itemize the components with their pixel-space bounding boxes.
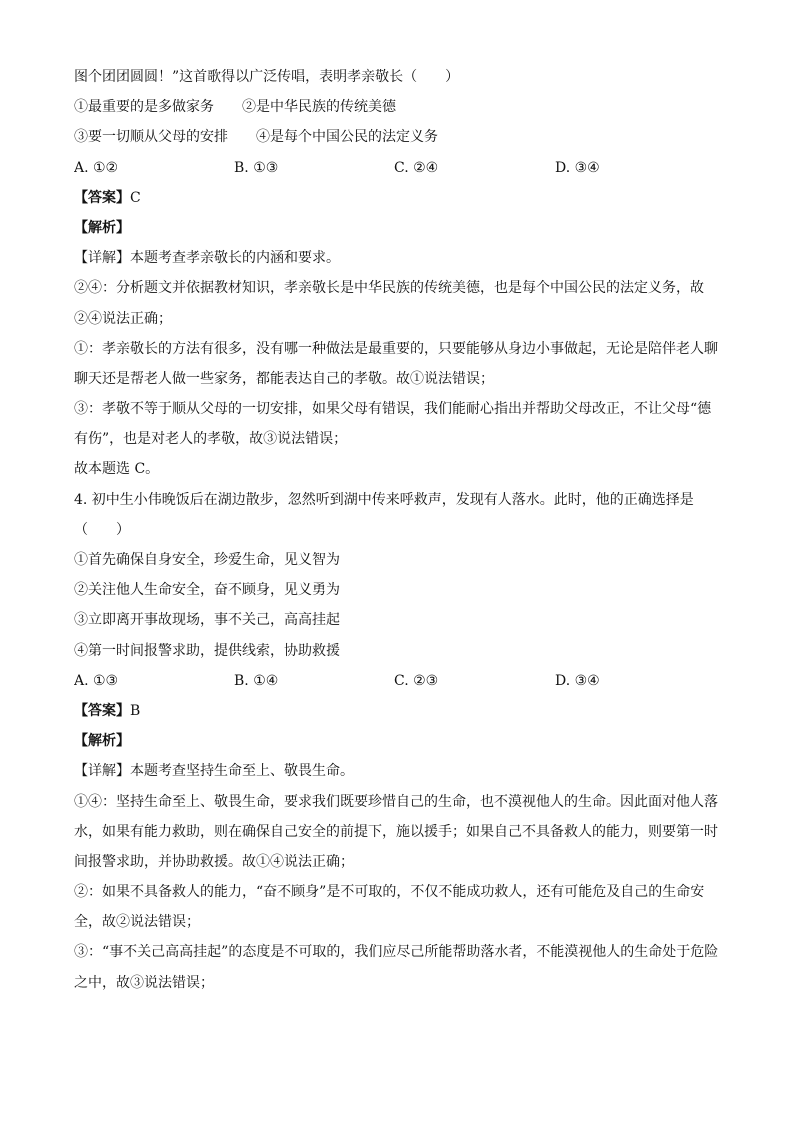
q3-explanation-line: ②④说法正确； <box>74 310 172 327</box>
q4-answer-label: 【答案】 <box>74 702 130 719</box>
q4-detail-label: 【详解】 <box>74 763 130 780</box>
q4-option-d: D. ③④ <box>555 672 600 689</box>
q3-explanation-line: ②④：分析题文并依据教材知识，孝亲敬长是中华民族的传统美德，也是每个中国公民的法定义务，故 <box>74 280 704 297</box>
q3-option-c: C. ②④ <box>394 159 439 176</box>
q4-statement-1: ①首先确保自身安全，珍爱生命，见义智为 <box>74 552 340 568</box>
q3-explanation-line: ③：孝敬不等于顺从父母的一切安排，如果父母有错误，我们能耐心指出并帮助父母改正，不让父母“德 <box>74 401 712 418</box>
q3-stem-tail: 图个团团圆圆！”这首歌得以广泛传唱，表明孝亲敬长（ ） <box>74 69 460 85</box>
q4-statement-4: ④第一时间报警求助，提供线索，协助救援 <box>74 642 340 659</box>
q4-statement-3: ③立即离开事故现场，事不关己，高高挂起 <box>74 612 340 629</box>
q3-explanation-line: ①：孝亲敬长的方法有很多，没有哪一种做法是最重要的，只要能够从身边小事做起，无论是陪伴老人聊 <box>74 340 718 357</box>
q4-detail-text: 本题考查坚持生命至上、敬畏生命。 <box>130 763 354 780</box>
q3-explanation-line: 故本题选 C。 <box>74 461 160 478</box>
q4-answer <box>74 696 724 726</box>
q4-analysis-label: 【解析】 <box>74 733 130 750</box>
q3-answer-label: 【答案】 <box>74 189 130 206</box>
q3-detail-text: 本题考查孝亲敬长的内涵和要求。 <box>130 250 340 267</box>
q4-option-c: C. ②③ <box>394 672 439 689</box>
q3-option-d: D. ③④ <box>555 159 600 176</box>
q4-option-b: B. ①④ <box>234 672 279 689</box>
q4-explanation-line: ②：如果不具备救人的能力，“奋不顾身”是不可取的，不仅不能成功救人，还有可能危及自己的生命安 <box>74 884 705 901</box>
q3-answer-value: C <box>130 189 141 206</box>
q4-option-a: A. ①③ <box>74 672 119 689</box>
q4-explanation-line: 间报警求助，并协助救援。故①④说法正确； <box>74 853 354 870</box>
q3-answer <box>74 183 724 213</box>
q3-options <box>74 153 724 183</box>
q4-explanation-line: 之中，故③说法错误； <box>74 974 214 991</box>
q3-analysis <box>74 213 724 243</box>
q3-explanation-line: 有伤”，也是对老人的孝敬，故③说法错误； <box>74 431 348 448</box>
q3-explanation-line: 聊天还是帮老人做一些家务，都能表达自己的孝敬。故①说法错误； <box>74 370 494 387</box>
q4-stem-line: 4. 初中生小伟晚饭后在湖边散步，忽然听到湖中传来呼救声，发现有人落水。此时，他的正确选择是 <box>74 491 694 508</box>
q3-option-a: A. ①② <box>74 159 119 176</box>
q4-stem-line: （ ） <box>74 521 130 538</box>
q3-option-b: B. ①③ <box>234 159 279 176</box>
q3-detail-label: 【详解】 <box>74 250 130 267</box>
q4-analysis <box>74 726 724 756</box>
q4-explanation-line: ①④：坚持生命至上、敬畏生命，要求我们既要珍惜自己的生命，也不漠视他人的生命。因此面对他人落 <box>74 793 718 810</box>
document-page <box>74 62 724 998</box>
q4-detail <box>74 756 724 786</box>
q4-options <box>74 666 724 696</box>
q4-explanation-line: 全，故②说法错误； <box>74 914 200 931</box>
q3-detail <box>74 243 724 273</box>
q4-explanation-line: ③：“事不关己高高挂起”的态度是不可取的，我们应尽己所能帮助落水者，不能漠视他人的生命处于危险 <box>74 944 719 961</box>
q4-answer-value: B <box>130 702 141 719</box>
q3-statement-1: ①最重要的是多做家务 ②是中华民族的传统美德 <box>74 99 396 116</box>
q4-explanation-line: 水，如果有能力救助，则在确保自己安全的前提下，施以援手；如果自己不具备救人的能力，则要第一时 <box>74 823 718 840</box>
q3-analysis-label: 【解析】 <box>74 219 130 236</box>
q4-statement-2: ②关注他人生命安全，奋不顾身，见义勇为 <box>74 582 340 599</box>
q3-statement-2: ③要一切顺从父母的安排 ④是每个中国公民的法定义务 <box>74 129 438 146</box>
